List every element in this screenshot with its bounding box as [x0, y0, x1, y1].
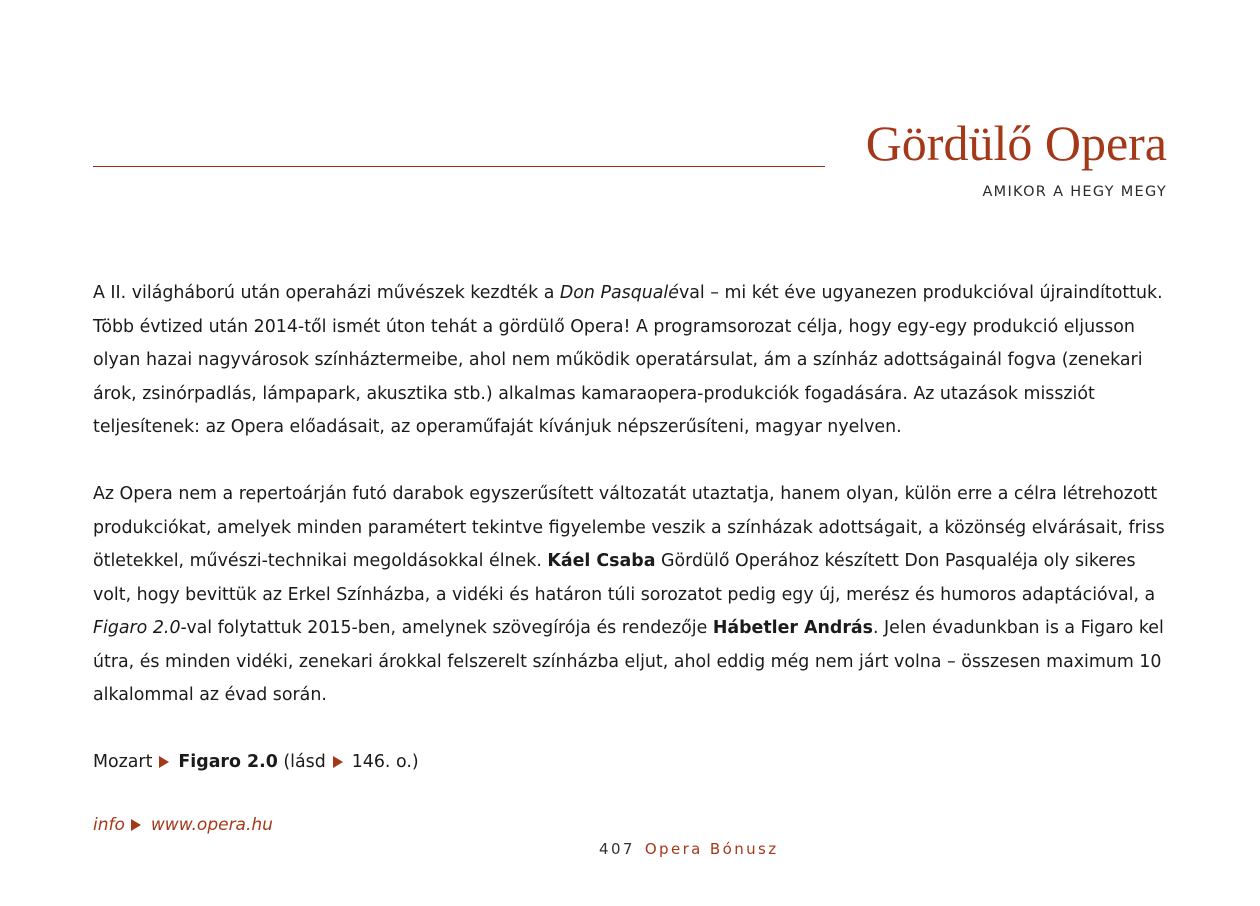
website-link[interactable]: www.opera.hu: [150, 815, 273, 835]
page-number: 407: [599, 840, 635, 858]
paragraph-1: [93, 277, 1168, 445]
page-subtitle: AMIKOR A HEGY MEGY: [982, 184, 1167, 200]
triangle-right-icon: [333, 756, 343, 768]
reference-line: [93, 746, 1168, 780]
page-title: Gördülő Opera: [865, 115, 1167, 171]
header-rule: [93, 166, 825, 167]
person-name-habetler-andras: Hábetler András: [712, 618, 873, 638]
article-body: [93, 277, 1168, 780]
paragraph-2-text-c: -val folytattuk 2015-ben, amelynek szövegírója és rendezője: [180, 618, 713, 638]
see-prefix: (lásd: [283, 752, 326, 772]
paragraph-2-text-d: . Jelen évadunkban is a Figaro kel útra, és minden vidéki, zenekari árokkal felszerelt színházba eljut, ahol eddig még nem járt volna – összesen maximum 10 alkalommal az évad során.: [93, 618, 1164, 705]
paragraph-1-text-a: A II. világháború után operaházi művészek kezdték a: [93, 283, 560, 303]
paragraph-2: [93, 478, 1168, 713]
page-reference[interactable]: 146. o.): [351, 752, 419, 772]
triangle-right-icon: [159, 756, 169, 768]
triangle-right-icon: [131, 819, 141, 831]
work-title-don-pasquale: Don Pasqualé: [559, 283, 679, 303]
person-name-kael-csaba: Káel Csaba: [547, 551, 656, 571]
reference-work-link[interactable]: Figaro 2.0: [178, 752, 278, 772]
paragraph-2-text-b: Gördülő Operához készített Don Pasqualéja oly sikeres volt, hogy bevittük az Erkel Színházba, a vidéki és határon túli sorozatot pedig egy új, merész és humoros adaptációval, a: [93, 551, 1156, 605]
info-label: info: [93, 815, 125, 835]
page-footer: [599, 840, 779, 858]
composer-name: Mozart: [93, 752, 153, 772]
paragraph-1-text-b: val – mi két éve ugyanezen produkcióval újraindítottuk. Több évtized után 2014-től ismét úton tehát a gördülő Opera! A programsorozat célja, hogy egy-egy produkció eljusson olyan hazai nagyvárosok színháztermeibe, ahol nem működik operatársulat, ám a színház adottságainál fogva (zenekari árok, zsinórpadlás, lámpapark, akusztika stb.) alkalmas kamaraopera-produkciók fogadására. Az utazások missziót teljesítenek: az Opera előadásait, az operaműfaját kívánjuk népszerűsíteni, magyar nyelven.: [93, 283, 1163, 437]
info-line: [93, 815, 273, 835]
work-title-figaro: Figaro 2.0: [93, 618, 181, 638]
section-name: Opera Bónusz: [644, 840, 779, 858]
paragraph-2-text-a: Az Opera nem a repertoárján futó darabok egyszerűsített változatát utaztatja, hanem olyan, külön erre a célra létrehozott produkciókat, amelyek minden paramétert tekintve figyelembe veszik a színházak adottságait, a közönség elvárásait, friss ötletekkel, művészi-technikai megoldásokkal élnek.: [93, 484, 1165, 571]
